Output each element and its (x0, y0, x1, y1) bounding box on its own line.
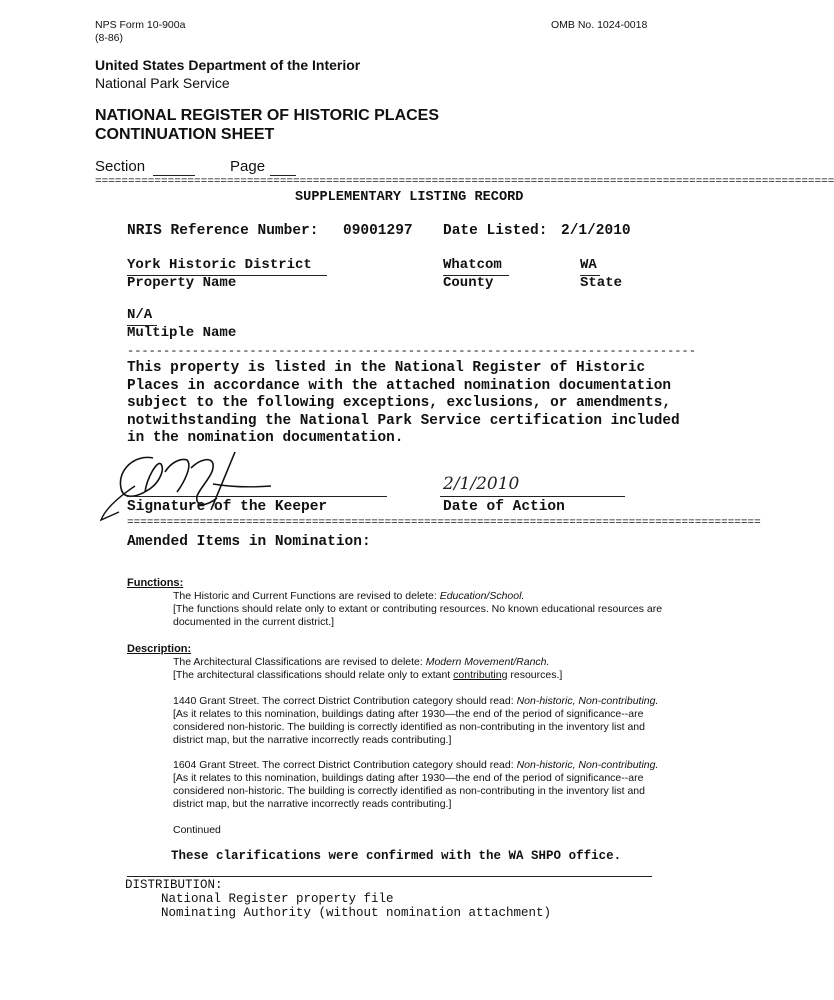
keeper-signature (95, 448, 395, 528)
distribution-item: National Register property file (161, 892, 394, 906)
continued-label: Continued (173, 824, 221, 836)
county-label: County (443, 275, 494, 291)
record-heading: SUPPLEMENTARY LISTING RECORD (295, 190, 524, 205)
nris-label: NRIS Reference Number: (127, 223, 319, 239)
listing-statement (127, 360, 680, 448)
agency-name: National Park Service (95, 75, 230, 91)
description-revision-text: The Architectural Classifications are revised to delete: (173, 656, 426, 668)
section-label: Section (95, 158, 146, 175)
double-rule-bottom: ================================================================================================ (127, 517, 761, 529)
description-revision (173, 656, 549, 669)
description-note: [The architectural classifications should relate only to extant contributing resources.] (173, 669, 563, 681)
note-line: [As it relates to this nomination, buildings dating after 1930—the end of the period of significance--are (173, 772, 644, 784)
distribution-heading: DISTRIBUTION: (125, 878, 223, 892)
amended-heading: Amended Items in Nomination: (127, 534, 371, 550)
statement-line: Places in accordance with the attached nomination documentation (127, 377, 672, 394)
date-listed-label: Date Listed: (443, 223, 548, 239)
note-line: [As it relates to this nomination, buildings dating after 1930—the end of the period of significance--are (173, 708, 644, 720)
double-rule-top: ================================================================================================================ (95, 176, 834, 188)
functions-heading: Functions: (127, 577, 184, 589)
description-item-2: 1604 Grant Street. The correct District Contribution category should read: Non-historic, Non-contributing. [As it relates to this nomination, buildings dating after 1930—the end of the period of significance--are considered non-historic. The building is correctly identified as non-contributing in the inventory list and district map, but the narrative incorrectly reads contributing.] (173, 759, 713, 811)
contributing-word: contributing (453, 669, 508, 681)
statement-line: This property is listed in the National Register of Historic (127, 360, 646, 376)
form-number: NPS Form 10-900a (95, 19, 186, 31)
page-label: Page (230, 158, 266, 175)
note-line: documented in the current district.] (173, 616, 335, 628)
state-value: WA (580, 257, 597, 273)
page-subtitle: CONTINUATION SHEET (95, 126, 275, 143)
statement-line: subject to the following exceptions, exclusions, or amendments, (127, 395, 672, 411)
statement-line: notwithstanding the National Park Service certification included (127, 412, 680, 429)
distribution-rule (127, 876, 652, 877)
note-line: district map, but the narrative incorrectly reads contributing.] (173, 798, 452, 810)
note-line: considered non-historic. The building is correctly identified as non-contributing in the inventory list and (173, 721, 645, 733)
page-title: NATIONAL REGISTER OF HISTORIC PLACES (95, 107, 440, 124)
description-heading: Description: (127, 643, 192, 655)
nris-value: 09001297 (343, 223, 413, 239)
functions-note (173, 603, 713, 629)
dashed-rule: ------------------------------------------------------------------------------- (127, 344, 696, 358)
note-line: considered non-historic. The building is correctly identified as non-contributing in the inventory list and (173, 785, 645, 797)
county-value: Whatcom (443, 257, 502, 273)
department-name: United States Department of the Interior (95, 57, 361, 73)
note-line: [The functions should relate only to extant or contributing resources. No known educational resources are (173, 603, 663, 615)
note-line: district map, but the narrative incorrectly reads contributing.] (173, 734, 452, 746)
signature-label: Signature of the Keeper (127, 499, 328, 515)
multiple-name-value: N/A (127, 307, 153, 323)
omb-number: OMB No. 1024-0018 (551, 19, 648, 31)
state-label: State (580, 275, 623, 291)
date-of-action-label: Date of Action (443, 499, 565, 515)
distribution-item: Nominating Authority (without nomination attachment) (161, 906, 552, 920)
description-item-1: 1440 Grant Street. The correct District Contribution category should read: Non-historic, Non-contributing. [As it relates to this nomination, buildings dating after 1930—the end of the period of significance--are considered non-historic. The building is correctly identified as non-contributing in the inventory list and district map, but the narrative incorrectly reads contributing.] (173, 695, 713, 747)
form-date: (8-86) (95, 32, 124, 44)
date-line (440, 496, 625, 497)
signature-line (127, 496, 387, 497)
functions-revision (173, 590, 524, 603)
description-deleted-value: Modern Movement/Ranch. (425, 656, 550, 668)
clarification-note: These clarifications were confirmed with the WA SHPO office. (171, 849, 622, 863)
date-listed-value: 2/1/2010 (561, 223, 631, 239)
multiple-name-label: Multiple Name (127, 325, 237, 341)
statement-line: in the nomination documentation. (127, 430, 404, 446)
property-name-label: Property Name (127, 275, 237, 291)
property-name: York Historic District (127, 257, 312, 273)
handwritten-date: 2/1/2010 (443, 474, 520, 494)
functions-revision-text: The Historic and Current Functions are revised to delete: (173, 590, 440, 602)
functions-deleted-value: Education/School. (439, 590, 525, 602)
